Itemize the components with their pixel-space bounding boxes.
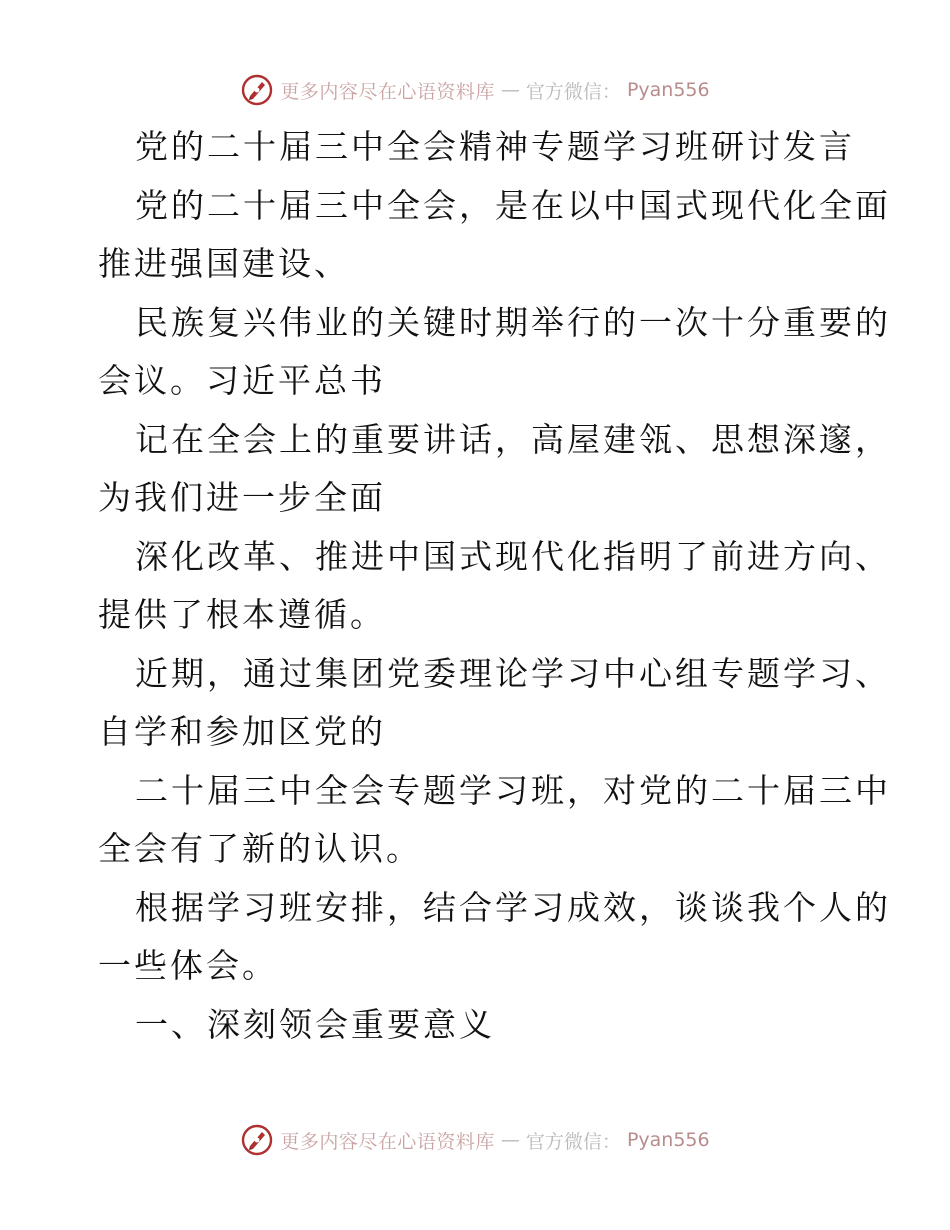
paragraph-line: 为我们进一步全面 [98, 478, 386, 517]
paragraph-line: 党的二十届三中全会，是在以中国式现代化全面 [135, 185, 891, 225]
footer-banner [0, 1122, 950, 1158]
paragraph-line: 自学和参加区党的 [98, 712, 386, 751]
banner-separator: — [500, 1129, 520, 1151]
banner-slogan: 更多内容尽在心语资料库 [280, 1130, 495, 1153]
paragraph-line: 近期，通过集团党委理论学习中心组专题学习、 [135, 653, 891, 693]
banner-slogan: 更多内容尽在心语资料库 [280, 80, 495, 103]
paragraph-line: 一些体会。 [98, 946, 278, 985]
paragraph-line: 深化改革、推进中国式现代化指明了前进方向、 [135, 536, 891, 576]
paragraph-line: 二十届三中全会专题学习班，对党的二十届三中 [135, 770, 891, 810]
paragraph-line: 推进强国建设、 [98, 244, 350, 283]
pen-circle-logo-icon [240, 1123, 274, 1157]
header-banner [0, 72, 950, 108]
document-body [98, 118, 891, 1054]
banner-wechat-id: Pyan556 [626, 1129, 710, 1151]
pen-circle-logo-icon [240, 73, 274, 107]
banner-wechat-id: Pyan556 [626, 79, 710, 101]
paragraph-line: 根据学习班安排，结合学习成效，谈谈我个人的 [135, 887, 891, 927]
banner-wechat-label: 官方微信： [525, 1130, 621, 1153]
banner-wechat-label: 官方微信： [525, 80, 621, 103]
paragraph-line: 民族复兴伟业的关键时期举行的一次十分重要的 [135, 302, 891, 342]
section-heading: 一、深刻领会重要意义 [135, 1004, 495, 1044]
paragraph-line: 全会有了新的认识。 [98, 829, 422, 868]
banner-separator: — [500, 79, 520, 101]
document-title: 党的二十届三中全会精神专题学习班研讨发言 [135, 127, 855, 166]
paragraph-line: 提供了根本遵循。 [98, 595, 386, 634]
paragraph-line: 会议。习近平总书 [98, 361, 386, 400]
paragraph-line: 记在全会上的重要讲话，高屋建瓴、思想深邃， [135, 419, 891, 459]
